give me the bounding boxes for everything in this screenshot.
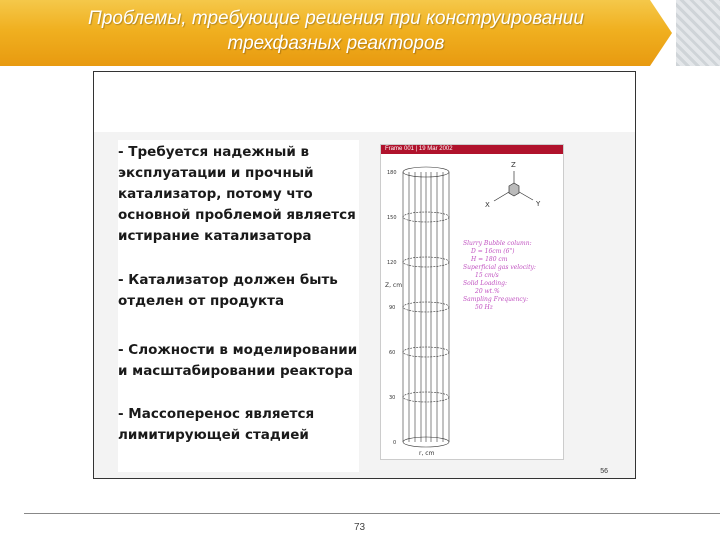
bullet-item: - Катализатор должен быть отделен от продукта [118,272,338,309]
axis-x-label: X [485,201,490,209]
axis-y-label: Y [536,200,541,208]
title-line-2: трехфазных реакторов [227,33,445,54]
info-line: Solid Loading: [463,280,507,287]
info-line: 15 cm/s [475,272,499,279]
bullet-item: - Сложности в моделировании и масштабировании реактора [118,342,358,379]
slide-top-area [94,72,635,132]
axis-triad-icon [494,171,533,201]
decorative-stripes [676,0,720,66]
x-axis-label: r, cm [419,450,435,457]
axis-z-label: Z [511,161,516,169]
y-axis-label: Z, cm [385,282,403,289]
figure-header: Frame 001 | 19 Mar 2002 [381,145,563,154]
y-tick: 120 [387,260,397,266]
info-line: Superficial gas velocity: [463,264,536,271]
info-line: Slurry Bubble column: [463,240,532,247]
info-line: Sampling Frequency: [463,296,529,303]
reactor-figure [380,144,564,460]
y-tick: 0 [393,440,397,446]
title-line-1: Проблемы, требующие решения при конструировании [88,8,584,29]
info-line: 20 wt.% [475,288,500,295]
y-tick: 90 [389,305,396,311]
footer-divider [24,513,720,514]
slide-number: 56 [600,468,608,475]
y-tick: 60 [389,350,396,356]
y-tick: 30 [389,395,396,401]
bullet-panel [118,140,359,472]
column-wireframe [403,167,449,447]
y-tick: 150 [387,215,397,221]
y-tick: 180 [387,170,397,176]
slide-image [93,71,636,479]
info-text [463,240,536,311]
bullet-item: - Требуется надежный в эксплуатации и прочный катализатор, потому что основной проблемой является истирание катализатора [118,144,356,244]
info-line: 50 Hz [475,304,493,311]
info-line: D = 16cm (6") [471,248,515,255]
bullet-item: - Массоперенос является лимитирующей стадией [118,406,315,443]
reactor-diagram [381,145,565,461]
page-number: 73 [354,522,366,533]
info-line: H = 180 cm [471,256,508,263]
page-title [0,6,672,56]
